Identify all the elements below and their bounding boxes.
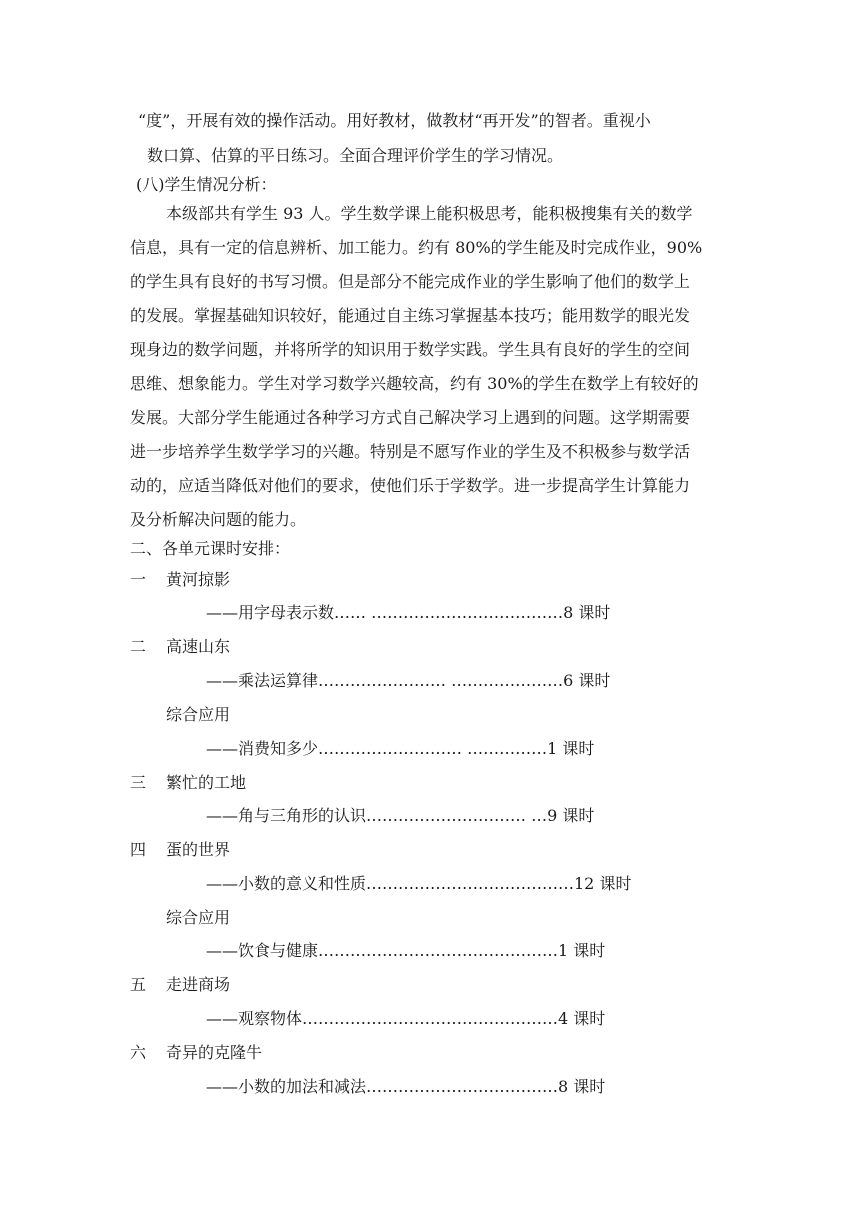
unit-number: 二 (130, 637, 147, 656)
section-heading-student-analysis: (八)学生情况分析： (136, 175, 277, 194)
unit-topic-entry: ——饮食与健康………………………………………1 课时 (206, 941, 606, 960)
paragraph-line: 的发展。掌握基础知识较好，能通过自主练习掌握基本技巧；能用数学的眼光发 (130, 306, 691, 325)
paragraph-line: 现身边的数学问题，并将所学的知识用于数学实践。学生具有良好的学生的空间 (130, 340, 691, 359)
intro-line-1: “度”，开展有效的操作活动。用好教材，做教材“再开发”的智者。重视小 (138, 111, 651, 130)
unit-number: 一 (130, 570, 147, 589)
unit-topic-entry: ——角与三角形的认识………………………… …9 课时 (206, 806, 595, 825)
paragraph-line: 及分析解决问题的能力。 (130, 510, 307, 529)
unit-number: 五 (130, 975, 147, 994)
unit-name: 繁忙的工地 (166, 773, 247, 792)
unit-name: 奇异的克隆牛 (166, 1043, 263, 1062)
unit-topic-entry: ——消费知多少……………………… ……………1 课时 (206, 739, 595, 758)
paragraph-line: 思维、想象能力。学生对学习数学兴趣较高，约有 30%的学生在数学上有较好的 (130, 374, 699, 393)
unit-topic-entry: ——观察物体…………………………………………4 课时 (206, 1009, 606, 1028)
unit-name: 黄河掠影 (166, 570, 231, 589)
paragraph-line: 的学生具有良好的书写习惯。但是部分不能完成作业的学生影响了他们的数学上 (130, 272, 691, 291)
paragraph-line: 信息，具有一定的信息辨析、加工能力。约有 80%的学生能及时完成作业，90% (130, 238, 703, 257)
unit-name: 蛋的世界 (166, 840, 231, 859)
unit-name: 综合应用 (166, 908, 231, 927)
unit-name: 综合应用 (166, 705, 231, 724)
intro-line-2: 数口算、估算的平日练习。全面合理评价学生的学习情况。 (147, 146, 564, 165)
unit-topic-entry: ——乘法运算律…………………… …………………6 课时 (206, 671, 611, 690)
unit-name: 高速山东 (166, 637, 231, 656)
paragraph-line: 动的，应适当降低对他们的要求，使他们乐于学数学。进一步提高学生计算能力 (130, 476, 691, 495)
paragraph-line: 进一步培养学生数学学习的兴趣。特别是不愿写作业的学生及不积极参与数学活 (130, 442, 691, 461)
paragraph-line: 本级部共有学生 93 人。学生数学课上能积极思考，能积极搜集有关的数学 (166, 204, 693, 223)
unit-topic-entry: ——小数的意义和性质…………………………………12 课时 (206, 874, 632, 893)
section-heading-unit-schedule: 二、各单元课时安排： (130, 539, 291, 558)
unit-number: 三 (130, 773, 147, 792)
unit-number: 四 (130, 840, 147, 859)
unit-name: 走进商场 (166, 975, 231, 994)
unit-topic-entry: ——小数的加法和减法………………………………8 课时 (206, 1077, 606, 1096)
unit-number: 六 (130, 1043, 147, 1062)
paragraph-line: 发展。大部分学生能通过各种学习方式自己解决学习上遇到的问题。这学期需要 (130, 408, 691, 427)
unit-topic-entry: ——用字母表示数…… ………………………………8 课时 (206, 603, 611, 622)
